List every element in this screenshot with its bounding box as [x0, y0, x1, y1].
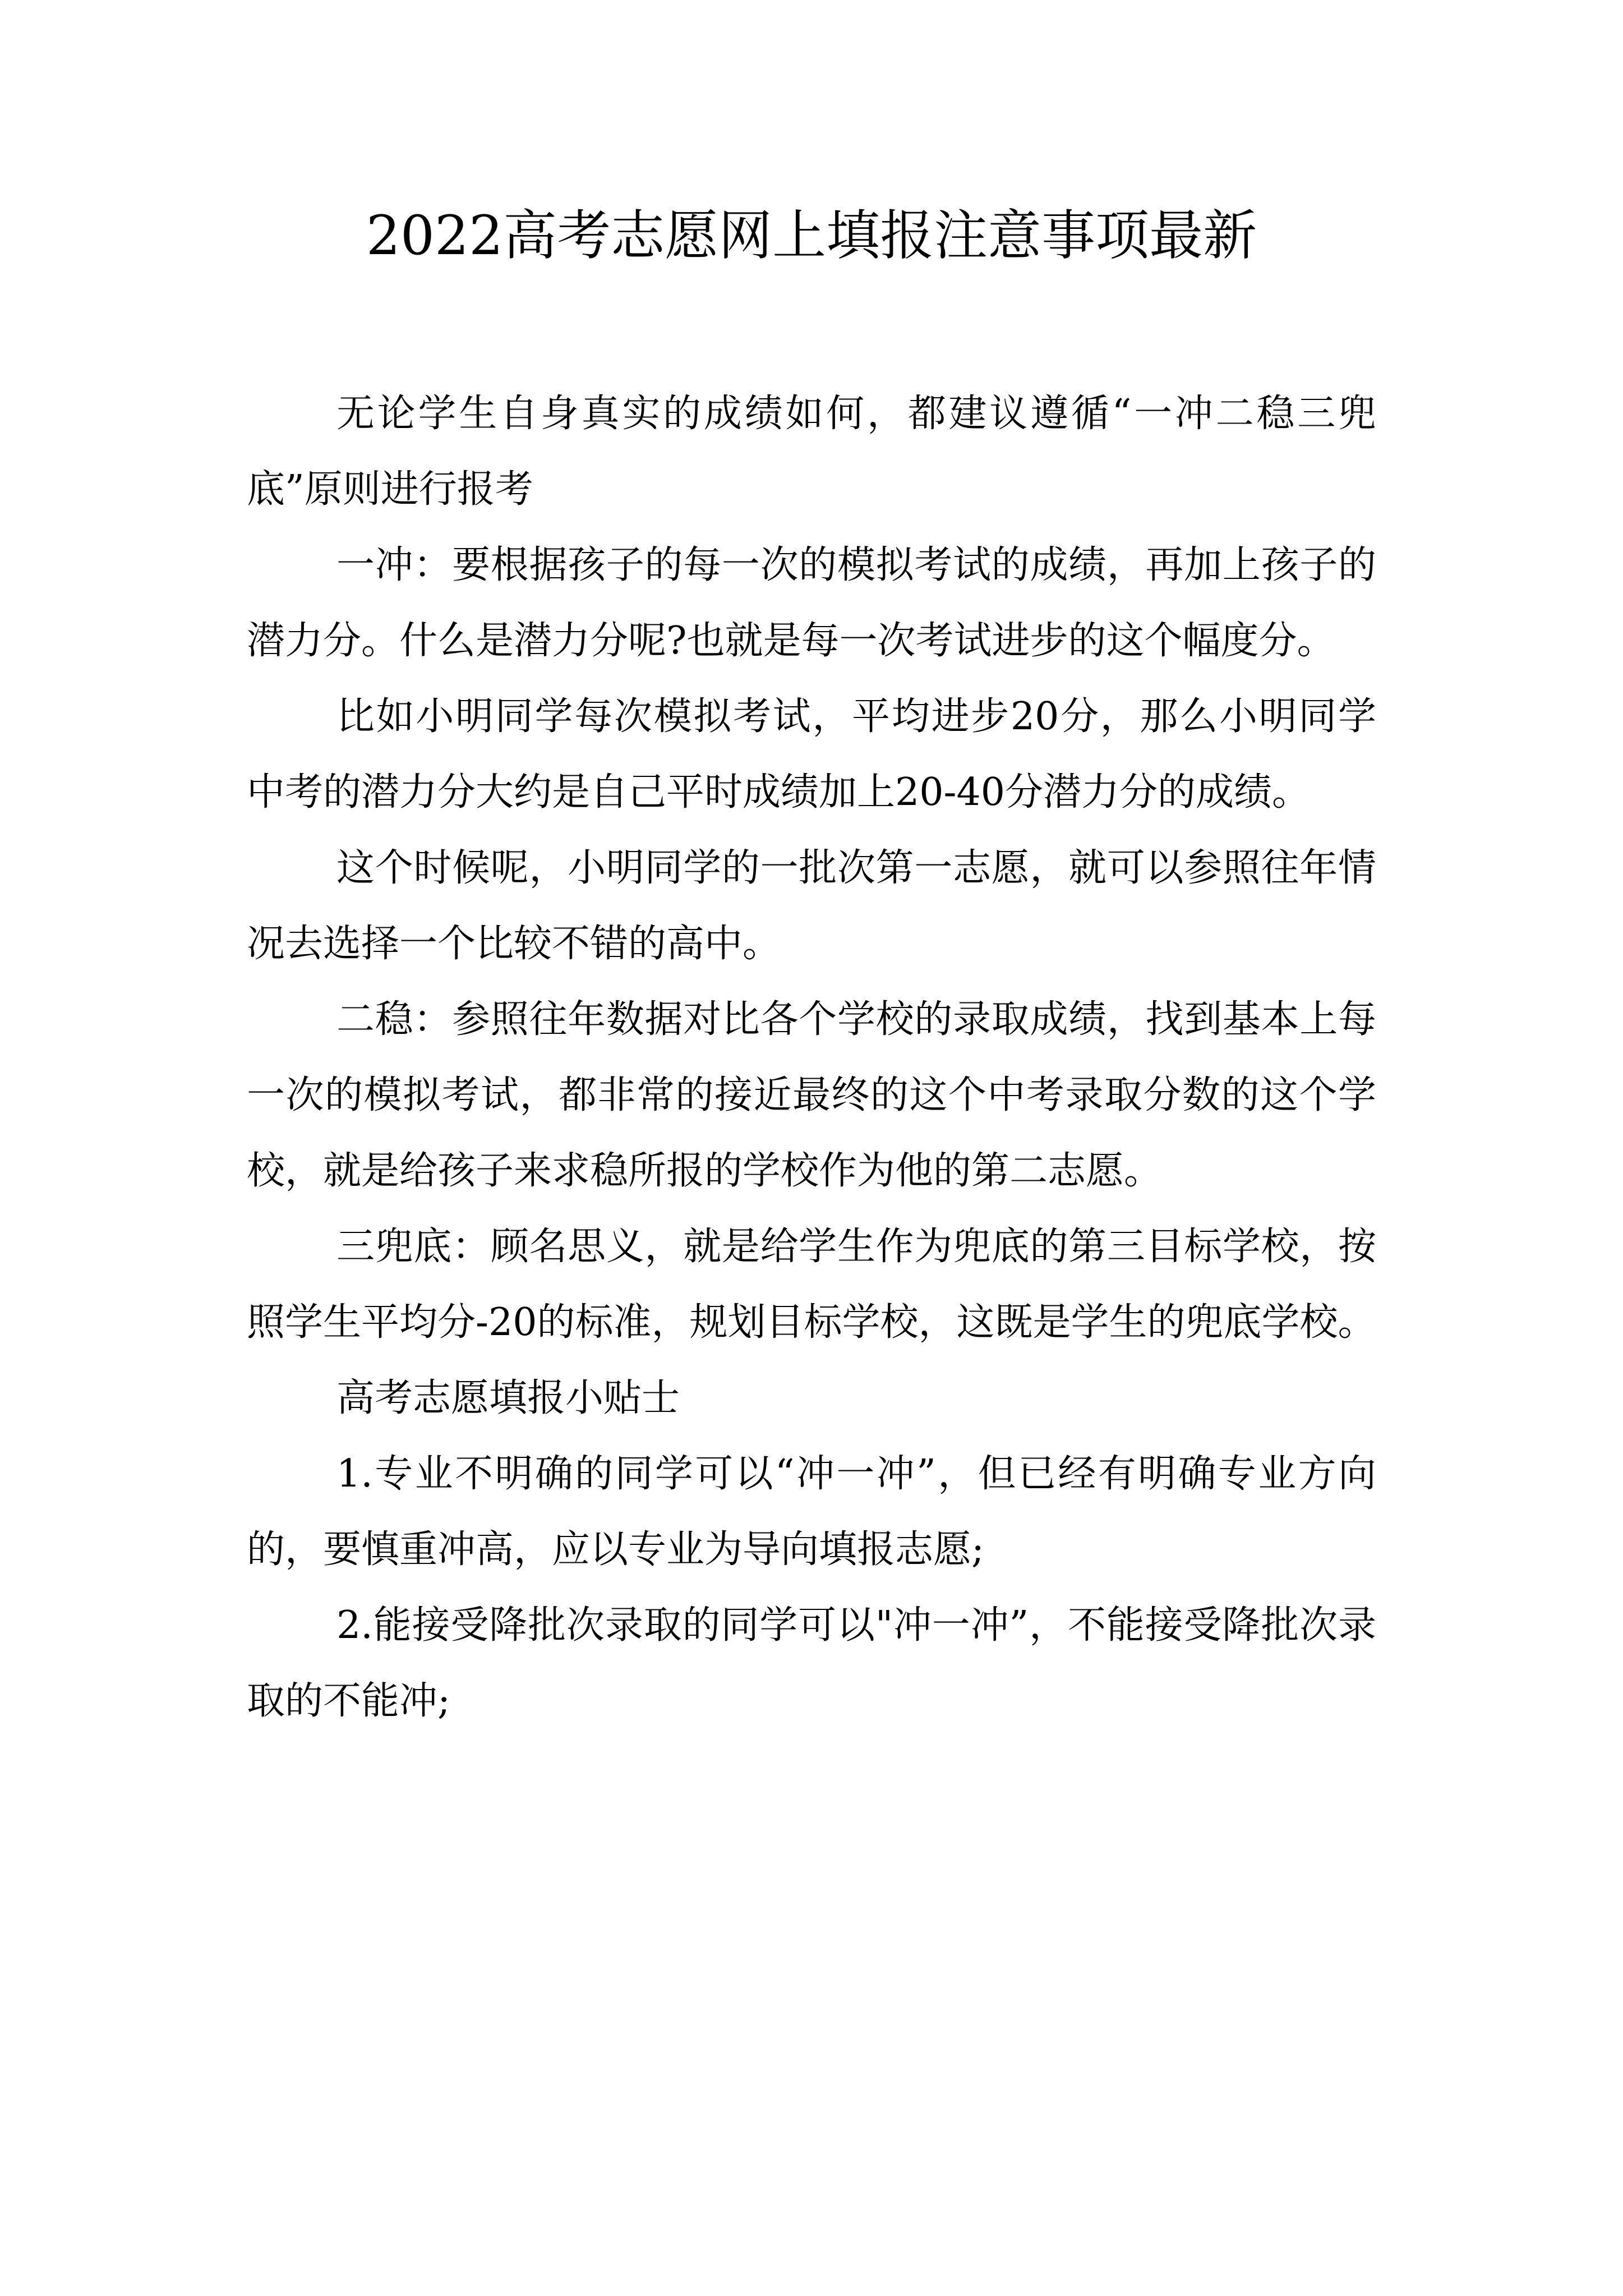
paragraph-wen: 二稳：参照往年数据对比各个学校的录取成绩，找到基本上每一次的模拟考试，都非常的接近最终的这个中考录取分数的这个学校，就是给孩子来求稳所报的学校作为他的第二志愿。: [247, 997, 1376, 1193]
list-item-tip-2: 2.能接受降批次录取的同学可以"冲一冲”，不能接受降批次录取的不能冲;: [247, 1603, 1376, 1723]
paragraph-first-choice: 这个时候呢，小明同学的一批次第一志愿，就可以参照往年情况去选择一个比较不错的高中。: [247, 846, 1376, 966]
page-title: 2022高考志愿网上填报注意事项最新: [366, 204, 1257, 267]
paragraph-example: 比如小明同学每次模拟考试，平均进步20分，那么小明同学中考的潜力分大约是自己平时成绩加上20-40分潜力分的成绩。: [247, 694, 1376, 815]
paragraph-chong: 一冲：要根据孩子的每一次的模拟考试的成绩，再加上孩子的潜力分。什么是潜力分呢?也就是每一次考试进步的这个幅度分。: [247, 543, 1376, 663]
document-body: [247, 376, 1376, 1739]
paragraph-doudi: 三兜底：顾名思义，就是给学生作为兜底的第三目标学校，按照学生平均分-20的标准，规划目标学校，这既是学生的兜底学校。: [247, 1225, 1376, 1345]
section-heading-tips: 高考志愿填报小贴士: [336, 1376, 680, 1420]
paragraph-principle: 无论学生自身真实的成绩如何，都建议遵循“一冲二稳三兜底”原则进行报考: [247, 392, 1376, 512]
list-item-tip-1: 1.专业不明确的同学可以“冲一冲”，但已经有明确专业方向的，要慎重冲高，应以专业为导向填报志愿;: [247, 1452, 1376, 1572]
